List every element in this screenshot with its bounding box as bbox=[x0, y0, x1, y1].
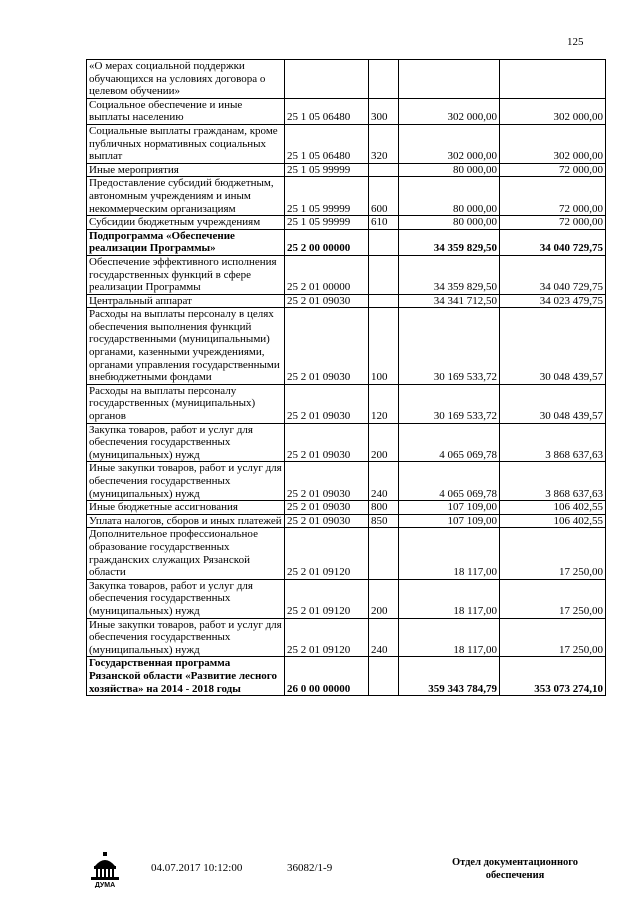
footer-department: Отдел документационного обеспечения bbox=[451, 857, 579, 881]
row-sum-2018-cell: 106 402,55 bbox=[500, 514, 606, 528]
row-sum-2018-cell: 302 000,00 bbox=[500, 98, 606, 124]
footer-doc-number: 36082/1-9 bbox=[287, 862, 333, 874]
page-number: 125 bbox=[567, 36, 584, 48]
table-row bbox=[87, 177, 606, 216]
row-sum-2018-cell: 30 048 439,57 bbox=[500, 308, 606, 385]
row-type-cell bbox=[369, 528, 399, 579]
row-name-cell: Закупка товаров, работ и услуг для обеспечения государственных (муниципальных) нужд bbox=[87, 579, 285, 618]
table-row bbox=[87, 501, 606, 515]
row-type-cell bbox=[369, 657, 399, 696]
row-code-cell: 25 2 01 09030 bbox=[285, 294, 369, 308]
row-sum-2017-cell: 34 359 829,50 bbox=[399, 255, 500, 294]
table-row bbox=[87, 514, 606, 528]
row-sum-2018-cell: 3 868 637,63 bbox=[500, 462, 606, 501]
row-type-cell: 120 bbox=[369, 384, 399, 423]
row-name-cell: Подпрограмма «Обеспечение реализации Программы» bbox=[87, 229, 285, 255]
row-code-cell: 25 2 01 09030 bbox=[285, 514, 369, 528]
footer-datetime: 04.07.2017 10:12:00 bbox=[151, 862, 243, 874]
row-type-cell: 610 bbox=[369, 216, 399, 230]
row-code-cell: 25 2 01 09030 bbox=[285, 423, 369, 462]
table-row bbox=[87, 229, 606, 255]
row-sum-2018-cell: 17 250,00 bbox=[500, 618, 606, 657]
row-sum-2017-cell: 80 000,00 bbox=[399, 163, 500, 177]
row-sum-2017-cell: 4 065 069,78 bbox=[399, 462, 500, 501]
row-code-cell: 25 2 01 09030 bbox=[285, 384, 369, 423]
table-row bbox=[87, 98, 606, 124]
table-row bbox=[87, 384, 606, 423]
row-sum-2017-cell: 34 359 829,50 bbox=[399, 229, 500, 255]
row-sum-2018-cell: 106 402,55 bbox=[500, 501, 606, 515]
row-type-cell: 800 bbox=[369, 501, 399, 515]
row-sum-2018-cell: 34 040 729,75 bbox=[500, 255, 606, 294]
row-name-cell: Иные закупки товаров, работ и услуг для обеспечения государственных (муниципальных) нужд bbox=[87, 462, 285, 501]
table-row bbox=[87, 657, 606, 696]
row-type-cell bbox=[369, 60, 399, 99]
row-sum-2017-cell: 302 000,00 bbox=[399, 98, 500, 124]
table-row bbox=[87, 528, 606, 579]
table-row bbox=[87, 579, 606, 618]
row-sum-2017-cell bbox=[399, 60, 500, 99]
row-sum-2018-cell: 34 023 479,75 bbox=[500, 294, 606, 308]
row-name-cell: Расходы на выплаты персоналу государственных (муниципальных) органов bbox=[87, 384, 285, 423]
row-name-cell: «О мерах социальной поддержки обучающихся на условиях договора о целевом обучении» bbox=[87, 60, 285, 99]
row-code-cell: 25 2 01 09120 bbox=[285, 579, 369, 618]
row-code-cell: 25 2 01 00000 bbox=[285, 255, 369, 294]
row-code-cell: 25 2 01 09030 bbox=[285, 462, 369, 501]
row-name-cell: Социальные выплаты гражданам, кроме публичных нормативных социальных выплат bbox=[87, 124, 285, 163]
row-name-cell: Уплата налогов, сборов и иных платежей bbox=[87, 514, 285, 528]
row-name-cell: Социальное обеспечение и иные выплаты населению bbox=[87, 98, 285, 124]
table-row bbox=[87, 163, 606, 177]
row-sum-2018-cell: 302 000,00 bbox=[500, 124, 606, 163]
row-code-cell: 25 2 01 09030 bbox=[285, 308, 369, 385]
row-sum-2017-cell: 30 169 533,72 bbox=[399, 384, 500, 423]
table-row bbox=[87, 462, 606, 501]
table-row bbox=[87, 294, 606, 308]
row-type-cell bbox=[369, 255, 399, 294]
row-sum-2018-cell: 72 000,00 bbox=[500, 163, 606, 177]
row-name-cell: Иные закупки товаров, работ и услуг для обеспечения государственных (муниципальных) нужд bbox=[87, 618, 285, 657]
row-type-cell: 200 bbox=[369, 579, 399, 618]
row-type-cell: 850 bbox=[369, 514, 399, 528]
table-row bbox=[87, 618, 606, 657]
row-code-cell: 25 1 05 99999 bbox=[285, 163, 369, 177]
row-name-cell: Обеспечение эффективного исполнения государственных функций в сфере реализации Программы bbox=[87, 255, 285, 294]
row-sum-2018-cell: 3 868 637,63 bbox=[500, 423, 606, 462]
row-type-cell bbox=[369, 229, 399, 255]
row-sum-2018-cell: 30 048 439,57 bbox=[500, 384, 606, 423]
row-code-cell: 25 2 01 09030 bbox=[285, 501, 369, 515]
row-name-cell: Иные мероприятия bbox=[87, 163, 285, 177]
row-sum-2018-cell: 353 073 274,10 bbox=[500, 657, 606, 696]
row-code-cell: 25 1 05 99999 bbox=[285, 216, 369, 230]
row-sum-2018-cell: 34 040 729,75 bbox=[500, 229, 606, 255]
row-name-cell: Иные бюджетные ассигнования bbox=[87, 501, 285, 515]
row-sum-2018-cell bbox=[500, 60, 606, 99]
row-code-cell: 25 2 00 00000 bbox=[285, 229, 369, 255]
row-type-cell: 600 bbox=[369, 177, 399, 216]
row-code-cell bbox=[285, 60, 369, 99]
row-sum-2018-cell: 17 250,00 bbox=[500, 528, 606, 579]
row-sum-2017-cell: 18 117,00 bbox=[399, 528, 500, 579]
table-row bbox=[87, 216, 606, 230]
table-row bbox=[87, 124, 606, 163]
row-type-cell: 320 bbox=[369, 124, 399, 163]
row-sum-2017-cell: 18 117,00 bbox=[399, 618, 500, 657]
row-name-cell: Предоставление субсидий бюджетным, автономным учреждениям и иным некоммерческим организациям bbox=[87, 177, 285, 216]
row-code-cell: 26 0 00 00000 bbox=[285, 657, 369, 696]
row-sum-2018-cell: 72 000,00 bbox=[500, 177, 606, 216]
row-name-cell: Закупка товаров, работ и услуг для обеспечения государственных (муниципальных) нужд bbox=[87, 423, 285, 462]
row-type-cell bbox=[369, 163, 399, 177]
row-sum-2017-cell: 30 169 533,72 bbox=[399, 308, 500, 385]
row-name-cell: Государственная программа Рязанской области «Развитие лесного хозяйства» на 2014 - 2018 годы bbox=[87, 657, 285, 696]
row-sum-2017-cell: 107 109,00 bbox=[399, 501, 500, 515]
row-sum-2017-cell: 18 117,00 bbox=[399, 579, 500, 618]
row-name-cell: Расходы на выплаты персоналу в целях обеспечения выполнения функций государственными (муниципальными) органами, казенными учреждениями, органами управления государственными внебюджетными фондами bbox=[87, 308, 285, 385]
row-code-cell: 25 1 05 06480 bbox=[285, 124, 369, 163]
table-row bbox=[87, 255, 606, 294]
row-sum-2017-cell: 80 000,00 bbox=[399, 216, 500, 230]
table-row bbox=[87, 308, 606, 385]
row-sum-2017-cell: 302 000,00 bbox=[399, 124, 500, 163]
svg-text:ДУМА: ДУМА bbox=[94, 882, 116, 888]
row-sum-2018-cell: 72 000,00 bbox=[500, 216, 606, 230]
row-type-cell: 240 bbox=[369, 462, 399, 501]
duma-logo-icon bbox=[88, 850, 122, 888]
row-code-cell: 25 2 01 09120 bbox=[285, 618, 369, 657]
row-sum-2017-cell: 107 109,00 bbox=[399, 514, 500, 528]
row-name-cell: Центральный аппарат bbox=[87, 294, 285, 308]
row-name-cell: Субсидии бюджетным учреждениям bbox=[87, 216, 285, 230]
table-row bbox=[87, 423, 606, 462]
row-type-cell: 240 bbox=[369, 618, 399, 657]
row-sum-2017-cell: 34 341 712,50 bbox=[399, 294, 500, 308]
row-code-cell: 25 1 05 06480 bbox=[285, 98, 369, 124]
row-name-cell: Дополнительное профессиональное образование государственных гражданских служащих Рязанской области bbox=[87, 528, 285, 579]
row-type-cell bbox=[369, 294, 399, 308]
table-row bbox=[87, 60, 606, 99]
row-type-cell: 200 bbox=[369, 423, 399, 462]
row-sum-2017-cell: 4 065 069,78 bbox=[399, 423, 500, 462]
row-type-cell: 300 bbox=[369, 98, 399, 124]
row-sum-2017-cell: 359 343 784,79 bbox=[399, 657, 500, 696]
row-sum-2017-cell: 80 000,00 bbox=[399, 177, 500, 216]
row-code-cell: 25 2 01 09120 bbox=[285, 528, 369, 579]
row-type-cell: 100 bbox=[369, 308, 399, 385]
row-code-cell: 25 1 05 99999 bbox=[285, 177, 369, 216]
budget-table bbox=[86, 59, 606, 696]
row-sum-2018-cell: 17 250,00 bbox=[500, 579, 606, 618]
